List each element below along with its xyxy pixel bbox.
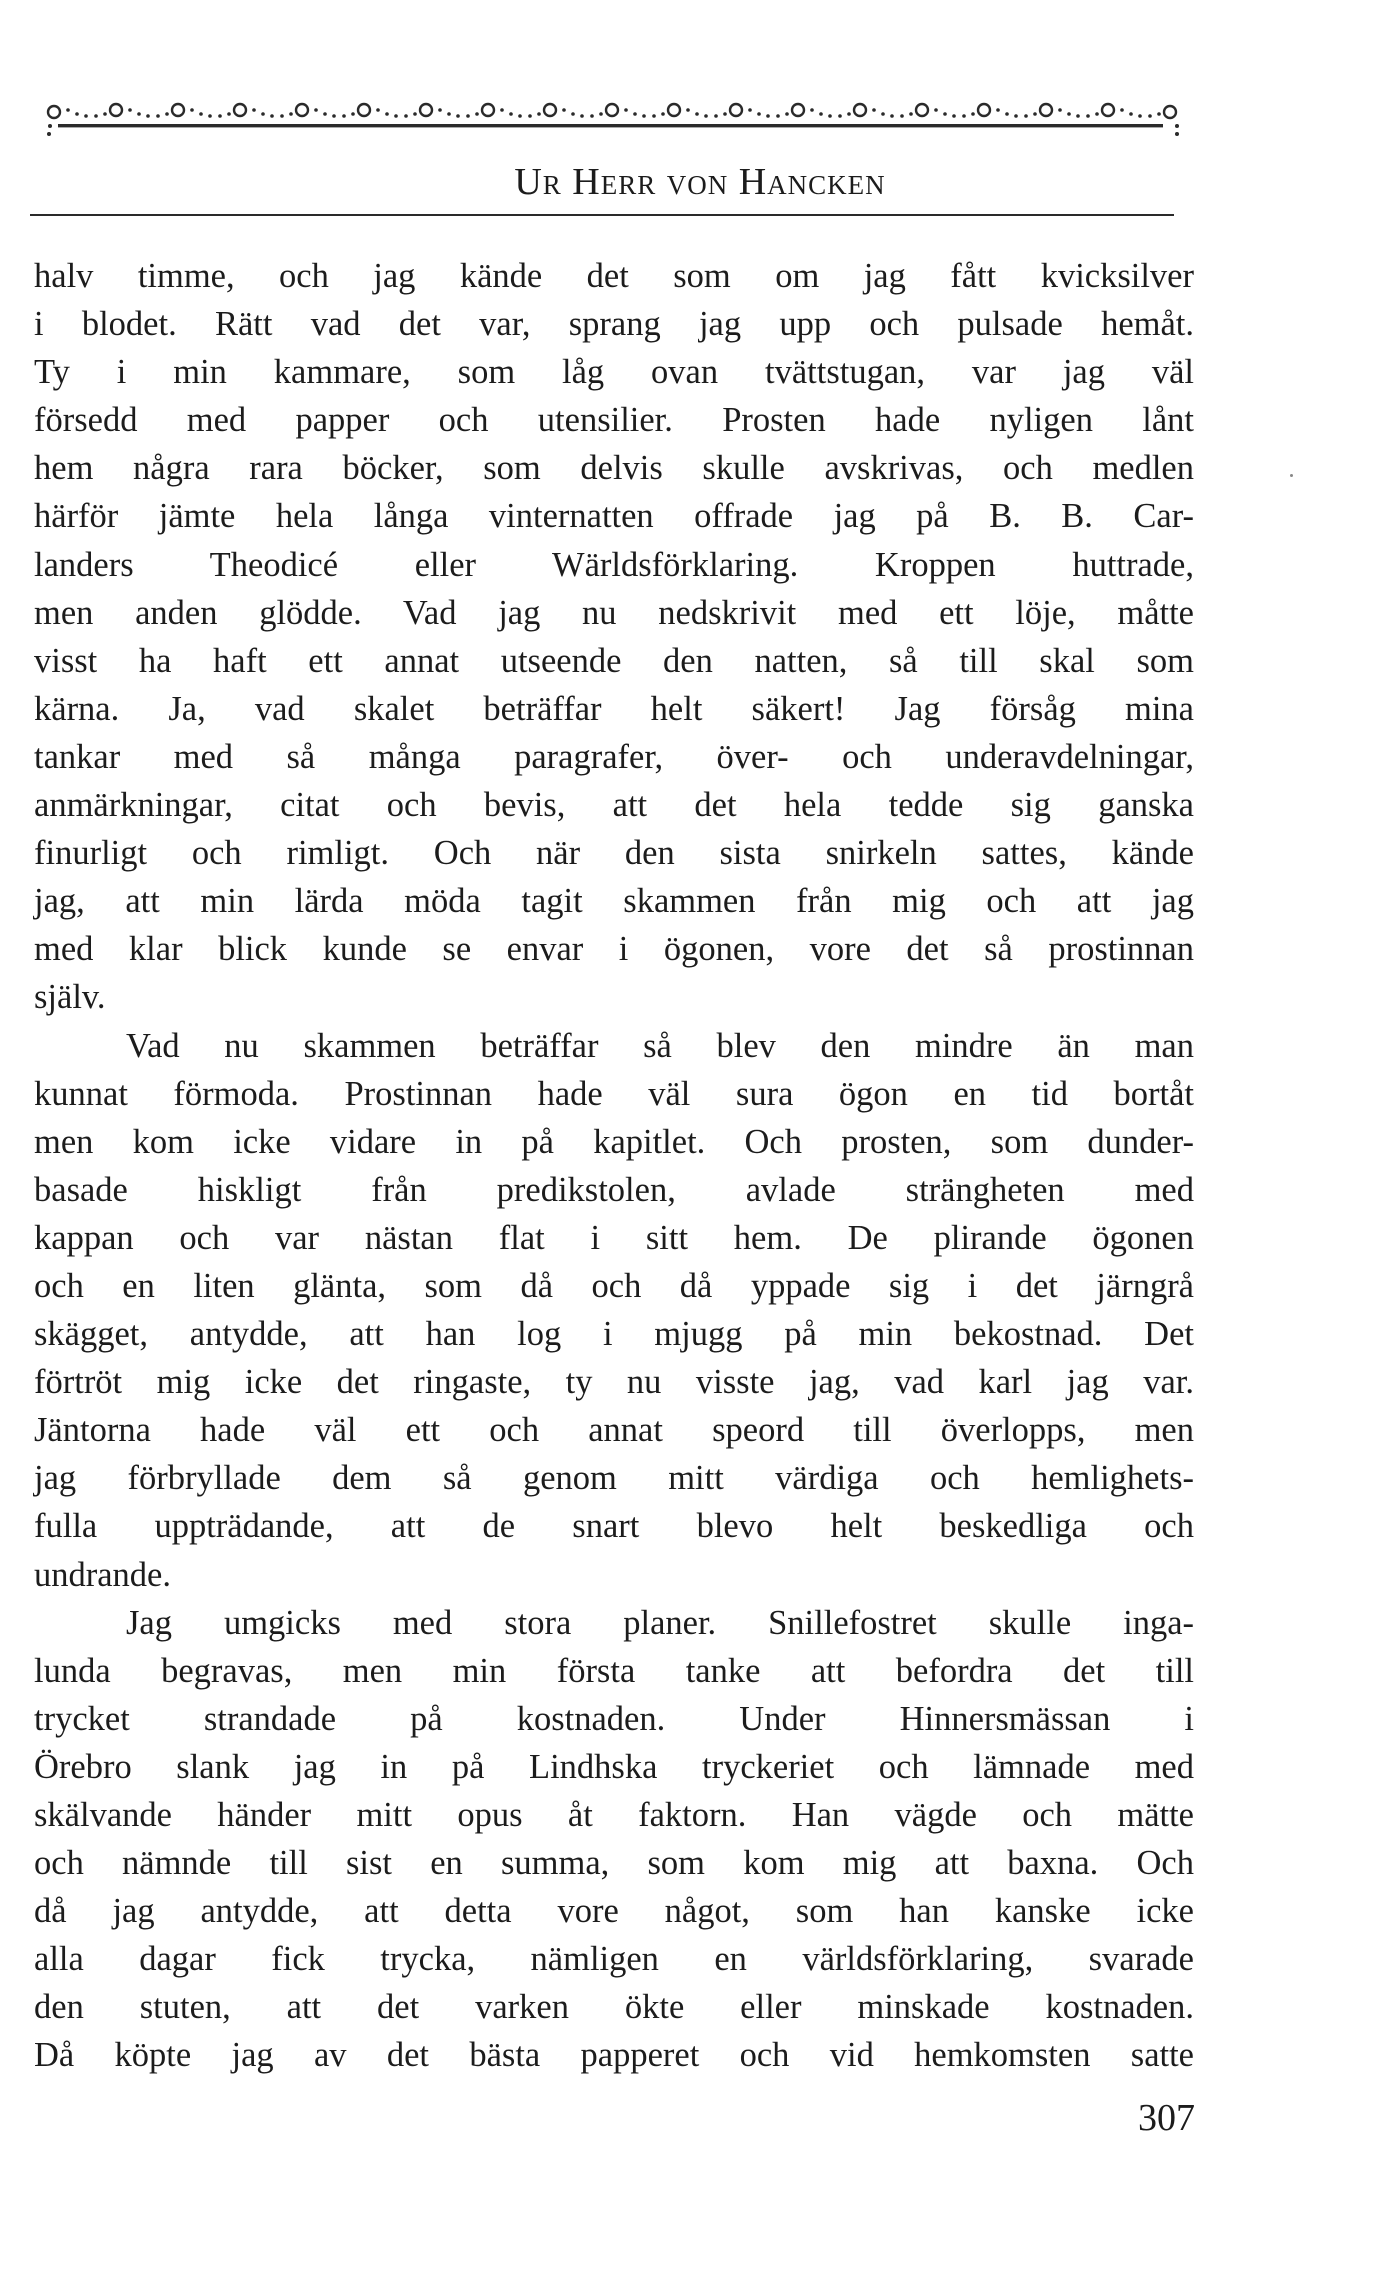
text-line: härför jämte hela långa vinternatten offrade jag på B. B. Car-	[34, 497, 1194, 536]
text-line: Örebro slank jag in på Lindhska tryckeriet och lämnade med	[34, 1747, 1194, 1786]
text-line: med klar blick kunde se envar i ögonen, vore det så prostinnan	[34, 930, 1194, 969]
text-line: finurligt och rimligt. Och när den sista snirkeln sattes, kände	[34, 834, 1194, 873]
text-line: Vad nu skammen beträffar så blev den mindre än man	[126, 1026, 1194, 1065]
text-line: men anden glödde. Vad jag nu nedskrivit med ett löje, måtte	[34, 593, 1194, 632]
text-line: och en liten glänta, som då och då yppade sig i det järngrå	[34, 1266, 1194, 1305]
text-line: basade hiskligt från predikstolen, avlade strängheten med	[34, 1170, 1194, 1209]
text-line: då jag antydde, att detta vore något, som han kanske icke	[34, 1892, 1194, 1931]
text-line: jag, att min lärda möda tagit skammen från mig och att jag	[34, 882, 1194, 921]
text-line: anmärkningar, citat och bevis, att det hela tedde sig ganska	[34, 786, 1194, 825]
text-line: den stuten, att det varken ökte eller minskade kostnaden.	[34, 1988, 1194, 2027]
header-rule	[30, 214, 1174, 216]
margin-speck	[1290, 474, 1293, 477]
text-line: skägget, antydde, att han log i mjugg på min bekostnad. Det	[34, 1315, 1194, 1354]
text-line: trycket strandade på kostnaden. Under Hinnersmässan i	[34, 1699, 1194, 1738]
text-line: men kom icke vidare in på kapitlet. Och prosten, som dunder-	[34, 1122, 1194, 1161]
text-line: hem några rara böcker, som delvis skulle avskrivas, och medlen	[34, 449, 1194, 488]
text-line: lunda begravas, men min första tanke att befordra det till	[34, 1651, 1194, 1690]
text-line: kärna. Ja, vad skalet beträffar helt säkert! Jag försåg mina	[34, 689, 1194, 728]
text-line: kunnat förmoda. Prostinnan hade väl sura ögon en tid bortåt	[34, 1074, 1194, 1113]
text-line: försedd med papper och utensilier. Prosten hade nyligen lånt	[34, 401, 1194, 440]
text-line: Jag umgicks med stora planer. Snillefostret skulle inga-	[126, 1603, 1194, 1642]
text-line: tankar med så många paragrafer, över- och underavdelningar,	[34, 737, 1194, 776]
text-line: alla dagar fick trycka, nämligen en världsförklaring, svarade	[34, 1940, 1194, 1979]
text-line: förtröt mig icke det ringaste, ty nu visste jag, vad karl jag var.	[34, 1363, 1194, 1402]
text-line: jag förbryllade dem så genom mitt värdiga och hemlighets-	[34, 1459, 1194, 1498]
text-line: skälvande händer mitt opus åt faktorn. Han vägde och mätte	[34, 1796, 1194, 1834]
text-line: undrande.	[34, 1555, 171, 1594]
text-line: visst ha haft ett annat utseende den natten, så till skal som	[34, 641, 1194, 680]
running-head: Ur Herr von Hancken	[514, 161, 886, 203]
text-line: landers Theodicé eller Wärldsförklaring. Kroppen huttrade,	[34, 545, 1194, 584]
text-line: i blodet. Rätt vad det var, sprang jag upp och pulsade hemåt.	[34, 305, 1194, 344]
body-text	[34, 252, 1194, 2080]
text-line: Då köpte jag av det bästa papperet och vid hemkomsten satte	[34, 2036, 1194, 2075]
text-line: Ty i min kammare, som låg ovan tvättstugan, var jag väl	[34, 353, 1194, 392]
text-line: halv timme, och jag kände det som om jag fått kvicksilver	[34, 257, 1194, 295]
decorative-chain-border-icon	[44, 94, 1184, 140]
text-line: kappan och var nästan flat i sitt hem. De plirande ögonen	[34, 1218, 1194, 1257]
page-number: 307	[1138, 2097, 1195, 2139]
text-line: fulla uppträdande, att de snart blevo helt beskedliga och	[34, 1507, 1194, 1546]
text-line: själv.	[34, 978, 106, 1017]
text-line: Jäntorna hade väl ett och annat speord till överlopps, men	[34, 1411, 1194, 1450]
text-line: och nämnde till sist en summa, som kom mig att baxna. Och	[34, 1844, 1194, 1883]
